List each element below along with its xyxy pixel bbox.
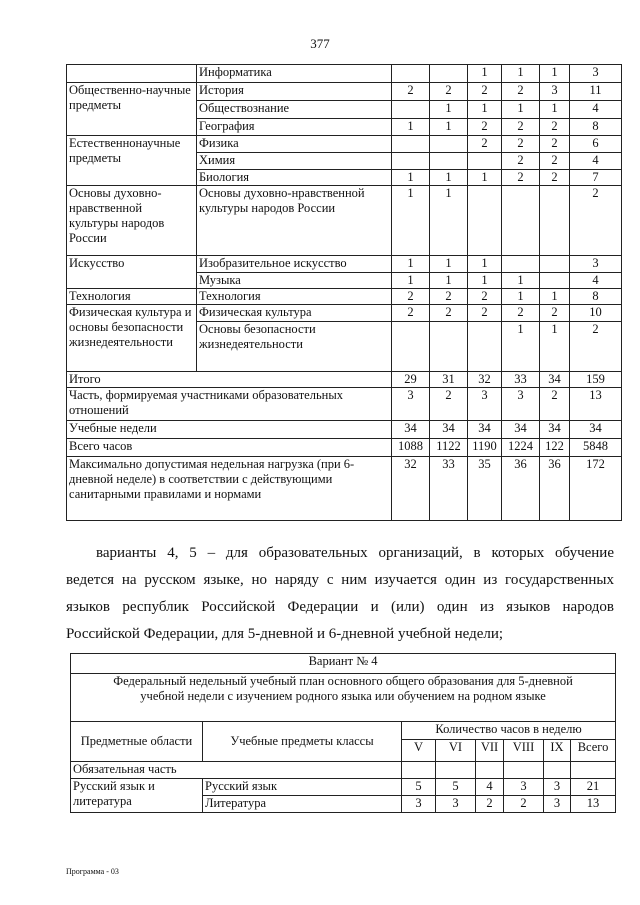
summary-value: 34: [468, 421, 502, 439]
hours-cell: 1: [430, 119, 468, 136]
hours-cell: 2: [502, 305, 540, 322]
hours-cell: 2: [540, 136, 570, 153]
hours-cell: 1: [502, 65, 540, 83]
hours-cell: 5: [402, 779, 436, 796]
summary-value: 34: [570, 421, 622, 439]
summary-label: Учебные недели: [67, 421, 392, 439]
hours-cell: 1: [430, 256, 468, 273]
hours-cell: [392, 65, 430, 83]
hours-cell: 3: [544, 796, 571, 813]
hours-cell: 1: [540, 65, 570, 83]
summary-value: 31: [430, 372, 468, 388]
grade-header: VII: [476, 740, 504, 762]
hours-cell: 1: [392, 273, 430, 289]
subject-area-cell: Общественно-научные предметы: [67, 83, 197, 136]
subject-cell: Информатика: [197, 65, 392, 83]
hours-cell: 2: [540, 153, 570, 170]
hours-cell: [468, 153, 502, 170]
summary-value: 1088: [392, 439, 430, 457]
hours-cell: [540, 256, 570, 273]
hours-cell: 3: [570, 65, 622, 83]
summary-value: 2: [540, 388, 570, 421]
hours-cell: 13: [571, 796, 616, 813]
summary-value: 172: [570, 457, 622, 521]
hours-cell: 2: [502, 119, 540, 136]
hours-cell: 1: [392, 186, 430, 256]
summary-value: 2: [430, 388, 468, 421]
grade-header: Всего: [571, 740, 616, 762]
hours-cell: 11: [570, 83, 622, 101]
subject-cell: Обществознание: [197, 101, 392, 119]
hours-cell: 1: [502, 101, 540, 119]
subject-cell: Биология: [197, 170, 392, 186]
hours-cell: 1: [430, 186, 468, 256]
hours-cell: 1: [468, 65, 502, 83]
summary-value: 33: [502, 372, 540, 388]
hours-cell: [430, 136, 468, 153]
hours-cell: 2: [502, 136, 540, 153]
summary-value: 34: [540, 421, 570, 439]
hours-cell: 2: [430, 289, 468, 305]
curriculum-table-continued: [66, 64, 622, 521]
summary-label: Всего часов: [67, 439, 392, 457]
summary-value: 122: [540, 439, 570, 457]
summary-value: 13: [570, 388, 622, 421]
hours-cell: 1: [468, 101, 502, 119]
hours-cell: 3: [504, 779, 544, 796]
hours-cell: 2: [468, 289, 502, 305]
header-hours-per-week: Количество часов в неделю: [402, 722, 616, 740]
grade-header: V: [402, 740, 436, 762]
subject-area-cell: Искусство: [67, 256, 197, 289]
summary-label: Итого: [67, 372, 392, 388]
variant-title: Вариант № 4: [71, 654, 616, 674]
hours-cell: 1: [502, 322, 540, 372]
subject-cell: Физическая культура: [197, 305, 392, 322]
hours-cell: [540, 186, 570, 256]
hours-cell: 2: [430, 305, 468, 322]
paragraph-line: варианты 4, 5 – для образовательных организаций, в которых обучение: [96, 545, 614, 561]
hours-cell: 1: [502, 289, 540, 305]
summary-value: 1122: [430, 439, 468, 457]
subject-cell: Физика: [197, 136, 392, 153]
hours-cell: 4: [570, 153, 622, 170]
subject-area-cell: Русский язык и литература: [71, 779, 203, 813]
subject-area-cell: Основы духовно-нравственной культуры народов России: [67, 186, 197, 256]
subject-cell: Химия: [197, 153, 392, 170]
hours-cell: 2: [430, 83, 468, 101]
hours-cell: 2: [468, 136, 502, 153]
mandatory-part-label: Обязательная часть: [71, 762, 402, 779]
hours-cell: [392, 101, 430, 119]
hours-cell: 2: [502, 170, 540, 186]
subject-area-cell: Естественнонаучные предметы: [67, 136, 197, 186]
subject-cell: Изобразительное искусство: [197, 256, 392, 273]
hours-cell: 1: [392, 170, 430, 186]
subject-area-cell: Технология: [67, 289, 197, 305]
summary-value: 5848: [570, 439, 622, 457]
hours-cell: [392, 136, 430, 153]
hours-cell: [502, 256, 540, 273]
hours-cell: 8: [570, 119, 622, 136]
hours-cell: 2: [540, 170, 570, 186]
summary-value: 34: [540, 372, 570, 388]
hours-cell: [468, 186, 502, 256]
hours-cell: 21: [571, 779, 616, 796]
hours-cell: 1: [468, 256, 502, 273]
hours-cell: 7: [570, 170, 622, 186]
summary-value: 159: [570, 372, 622, 388]
hours-cell: 2: [502, 153, 540, 170]
hours-cell: 2: [476, 796, 504, 813]
hours-cell: [392, 153, 430, 170]
subject-cell: Технология: [197, 289, 392, 305]
hours-cell: 2: [570, 322, 622, 372]
subject-area-cell: [67, 65, 197, 83]
hours-cell: 1: [392, 256, 430, 273]
summary-label: Часть, формируемая участниками образовательных отношений: [67, 388, 392, 421]
hours-cell: 1: [468, 170, 502, 186]
summary-value: 34: [502, 421, 540, 439]
hours-cell: [540, 273, 570, 289]
hours-cell: 2: [570, 186, 622, 256]
summary-value: 1190: [468, 439, 502, 457]
hours-cell: 8: [570, 289, 622, 305]
hours-cell: 1: [502, 273, 540, 289]
summary-value: 35: [468, 457, 502, 521]
subject-cell: История: [197, 83, 392, 101]
summary-value: 32: [468, 372, 502, 388]
hours-cell: 1: [468, 273, 502, 289]
variant-4-table: [70, 653, 616, 813]
hours-cell: 2: [392, 305, 430, 322]
hours-cell: 2: [392, 289, 430, 305]
subject-cell: Основы безопасности жизнедеятельности: [197, 322, 392, 372]
hours-cell: [468, 322, 502, 372]
hours-cell: 1: [540, 322, 570, 372]
subject-area-cell: Физическая культура и основы безопасности жизнедеятельности: [67, 305, 197, 372]
hours-cell: 1: [392, 119, 430, 136]
grade-header: VI: [436, 740, 476, 762]
footer-program-label: Программа - 03: [66, 867, 119, 876]
hours-cell: 1: [430, 101, 468, 119]
page-number: 377: [310, 36, 330, 51]
subject-cell: Основы духовно-нравственной культуры народов России: [197, 186, 392, 256]
summary-label: Максимально допустимая недельная нагрузка (при 6-дневной неделе) в соответствии с действующими санитарными правилами и нормами: [67, 457, 392, 521]
hours-cell: [430, 322, 468, 372]
hours-cell: 2: [540, 305, 570, 322]
hours-cell: 5: [436, 779, 476, 796]
summary-value: 34: [392, 421, 430, 439]
hours-cell: [392, 322, 430, 372]
hours-cell: 2: [502, 83, 540, 101]
hours-cell: 1: [540, 101, 570, 119]
hours-cell: 3: [544, 779, 571, 796]
hours-cell: 2: [468, 83, 502, 101]
hours-cell: [430, 65, 468, 83]
hours-cell: [502, 186, 540, 256]
hours-cell: 4: [570, 273, 622, 289]
hours-cell: 3: [402, 796, 436, 813]
hours-cell: 6: [570, 136, 622, 153]
hours-cell: [430, 153, 468, 170]
paragraph-line: ведется на русском языке, но наряду с ним изучается один из государственных: [66, 572, 614, 588]
header-subjects-classes: Учебные предметы классы: [203, 722, 402, 762]
hours-cell: 2: [392, 83, 430, 101]
subject-cell: Музыка: [197, 273, 392, 289]
summary-value: 36: [540, 457, 570, 521]
subject-cell: География: [197, 119, 392, 136]
header-subject-areas: Предметные области: [71, 722, 203, 762]
summary-value: 3: [392, 388, 430, 421]
hours-cell: 1: [430, 170, 468, 186]
hours-cell: 2: [468, 119, 502, 136]
paragraph-line: языков республик Российской Федерации и (или) один из языков народов: [66, 599, 614, 615]
summary-value: 34: [430, 421, 468, 439]
hours-cell: 4: [476, 779, 504, 796]
grade-header: IX: [544, 740, 571, 762]
hours-cell: 3: [570, 256, 622, 273]
hours-cell: 3: [436, 796, 476, 813]
summary-value: 33: [430, 457, 468, 521]
summary-value: 32: [392, 457, 430, 521]
hours-cell: 2: [540, 119, 570, 136]
summary-value: 36: [502, 457, 540, 521]
hours-cell: 3: [540, 83, 570, 101]
hours-cell: 2: [504, 796, 544, 813]
hours-cell: 10: [570, 305, 622, 322]
hours-cell: 2: [468, 305, 502, 322]
grade-header: VIII: [504, 740, 544, 762]
subject-cell: Литература: [203, 796, 402, 813]
hours-cell: 1: [430, 273, 468, 289]
summary-value: 3: [502, 388, 540, 421]
summary-value: 1224: [502, 439, 540, 457]
subject-cell: Русский язык: [203, 779, 402, 796]
hours-cell: 1: [540, 289, 570, 305]
paragraph-line: Российской Федерации, для 5-дневной и 6-дневной учебной недели;: [66, 626, 504, 642]
hours-cell: 4: [570, 101, 622, 119]
plan-title: Федеральный недельный учебный план основного общего образования для 5-дневной учебной недели с изучением родного языка или обучением на родном языке: [71, 674, 616, 722]
summary-value: 3: [468, 388, 502, 421]
summary-value: 29: [392, 372, 430, 388]
